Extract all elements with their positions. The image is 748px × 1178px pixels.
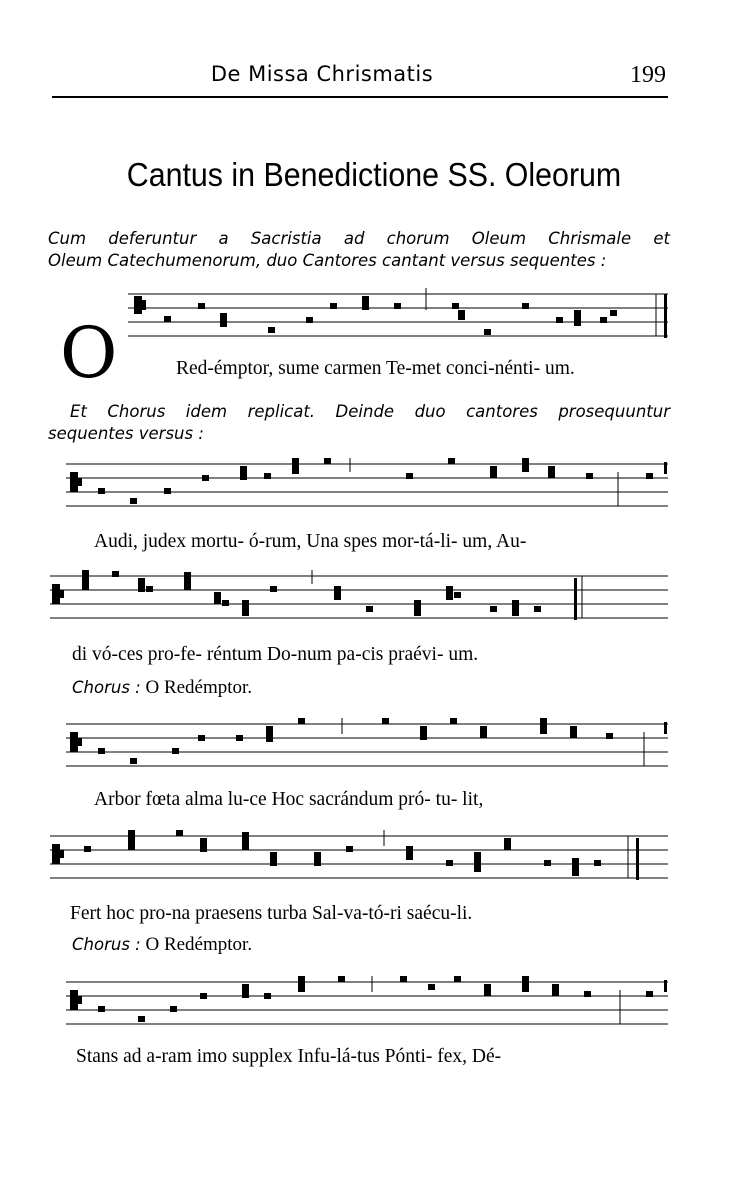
chorus-cue	[72, 934, 252, 956]
chorus-label: Chorus :	[72, 935, 141, 954]
rubric-line: Cum deferuntur a Sacristia ad chorum Oleum Chrismale et	[48, 229, 670, 248]
lyrics-line: Arbor fœta alma lu-ce Hoc sacrándum pró- tu- lit,	[94, 789, 484, 810]
chorus-text: O Redémptor.	[145, 677, 253, 698]
chant-staff-3	[50, 570, 668, 626]
page-number: 199	[630, 62, 666, 88]
lyrics-line: Fert hoc pro-na praesens turba Sal-va-tó-ri saécu-li.	[70, 903, 473, 924]
chorus-label: Chorus :	[72, 678, 141, 697]
chant-staff-2	[66, 458, 668, 514]
chant-staff-4	[66, 718, 668, 774]
chant-staff-1	[128, 288, 668, 344]
rubric-line: Et Chorus idem replicat. Deinde duo cantores prosequuntur	[70, 402, 670, 421]
lyrics-line: Stans ad a-ram imo supplex Infu-lá-tus Pónti- fex, Dé-	[76, 1046, 502, 1067]
chorus-text: O Redémptor.	[145, 934, 253, 955]
lyrics-line: di vó-ces pro-fe- réntum Do-num pa-cis praévi- um.	[72, 644, 479, 665]
chorus-cue	[72, 677, 252, 699]
chant-staff-6	[66, 976, 668, 1032]
initial-letter: O	[60, 312, 118, 394]
lyrics-line: Red-émptor, sume carmen Te-met conci-nénti- um.	[176, 358, 575, 379]
rubric-line: Oleum Catechumenorum, duo Cantores cantant versus sequentes :	[48, 251, 607, 270]
rubric-line: sequentes versus :	[48, 424, 204, 443]
chant-title: Cantus in Benedictione SS. Oleorum	[126, 156, 622, 193]
running-title: De Missa Chrismatis	[210, 62, 434, 86]
chant-staff-5	[50, 830, 668, 886]
lyrics-line: Audi, judex mortu- ó-rum, Una spes mor-tá-li- um, Au-	[94, 531, 527, 552]
running-head	[52, 62, 668, 98]
